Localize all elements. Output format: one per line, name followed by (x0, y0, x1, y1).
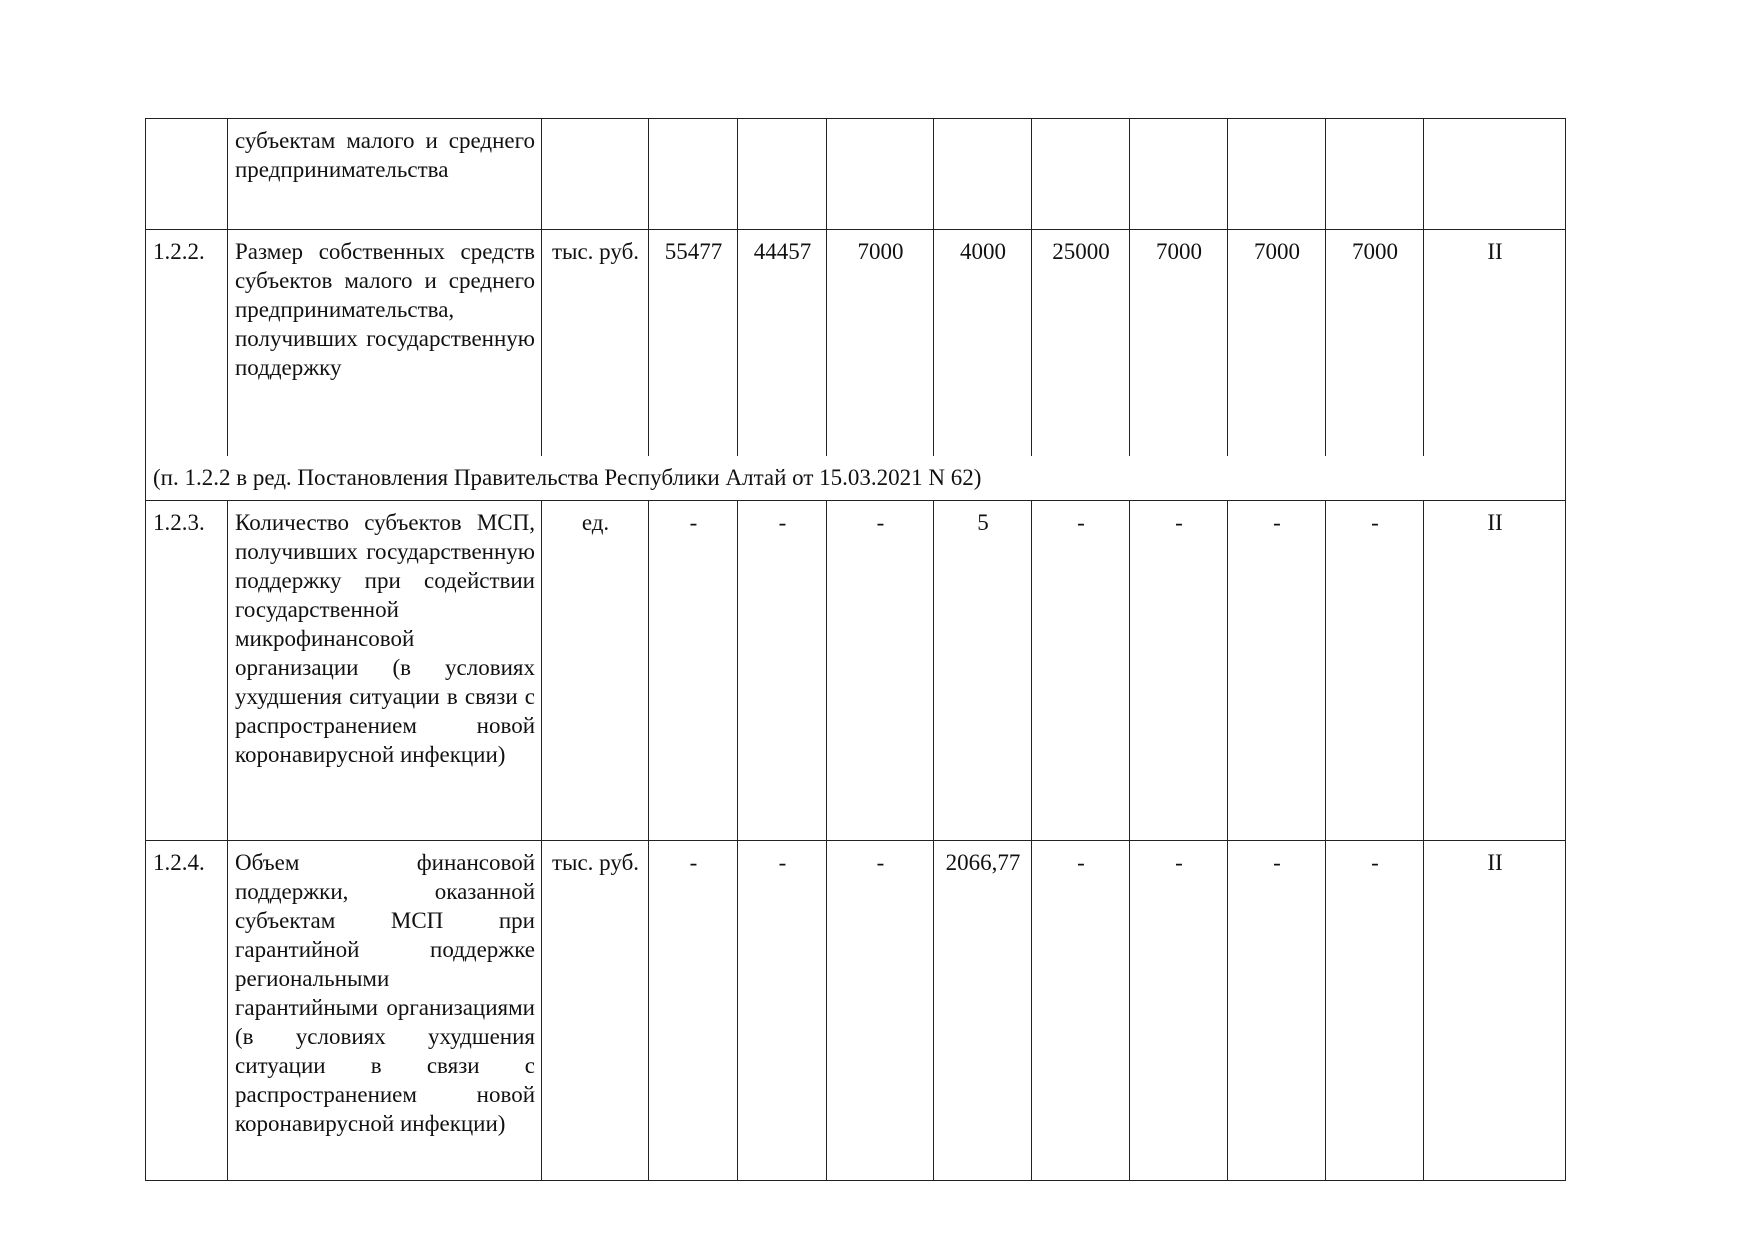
value-cell (1130, 119, 1228, 230)
amendment-note: (п. 1.2.2 в ред. Постановления Правительства Республики Алтай от 15.03.2021 N 62) (146, 456, 1566, 501)
value-cell (934, 119, 1032, 230)
row-category-cell (1424, 119, 1566, 230)
row-value: - (1032, 841, 1130, 1181)
row-value: - (827, 501, 934, 841)
row-unit-cell (542, 119, 649, 230)
row-number: 1.2.2. (146, 230, 228, 457)
row-value: 25000 (1032, 230, 1130, 457)
value-cell (1032, 119, 1130, 230)
row-value: - (1130, 501, 1228, 841)
row-value: - (1326, 501, 1424, 841)
row-number: 1.2.3. (146, 501, 228, 841)
table-row-continuation (146, 119, 1566, 230)
row-value: 44457 (738, 230, 827, 457)
row-description-cell (228, 119, 542, 230)
row-category: II (1424, 230, 1566, 457)
row-unit: тыс. руб. (542, 841, 649, 1181)
row-value: - (738, 841, 827, 1181)
table-row (146, 841, 1566, 1181)
row-value: - (1130, 841, 1228, 1181)
row-value: 7000 (827, 230, 934, 457)
row-unit: тыс. руб. (542, 230, 649, 457)
row-number-cell (146, 119, 228, 230)
row-value: - (1228, 501, 1326, 841)
table-row (146, 230, 1566, 457)
row-value: 7000 (1326, 230, 1424, 457)
row-unit: ед. (542, 501, 649, 841)
row-number: 1.2.4. (146, 841, 228, 1181)
row-value: 7000 (1130, 230, 1228, 457)
row-category: II (1424, 841, 1566, 1181)
amendment-note-row (146, 456, 1566, 501)
indicators-table (145, 118, 1566, 1181)
row-value: - (649, 501, 738, 841)
row-description: Размер собственных средств субъектов малого и среднего предпринимательства, получивших государственную поддержку (228, 230, 542, 457)
row-value: - (649, 841, 738, 1181)
row-description: Объем финансовой поддержки, оказанной субъектам МСП при гарантийной поддержке региональными гарантийными организациями (в условиях ухудшения ситуации в связи с распространением новой коронавирусной инфекции) (228, 841, 542, 1181)
row-value: 55477 (649, 230, 738, 457)
row-description: Количество субъектов МСП, получивших государственную поддержку при содействии государственной микрофинансовой организации (в условиях ухудшения ситуации в связи с распространением новой коронавирусной инфекции) (228, 501, 542, 841)
row-value: - (1032, 501, 1130, 841)
row-value: 7000 (1228, 230, 1326, 457)
value-cell (649, 119, 738, 230)
value-cell (1228, 119, 1326, 230)
value-cell (827, 119, 934, 230)
row-description: субъектам малого и среднего предпринимательства (235, 128, 535, 182)
row-category: II (1424, 501, 1566, 841)
table-row (146, 501, 1566, 841)
row-value: 5 (934, 501, 1032, 841)
value-cell (738, 119, 827, 230)
row-value: - (1326, 841, 1424, 1181)
row-value: - (827, 841, 934, 1181)
row-value: 2066,77 (934, 841, 1032, 1181)
row-value: - (738, 501, 827, 841)
value-cell (1326, 119, 1424, 230)
row-value: - (1228, 841, 1326, 1181)
row-value: 4000 (934, 230, 1032, 457)
